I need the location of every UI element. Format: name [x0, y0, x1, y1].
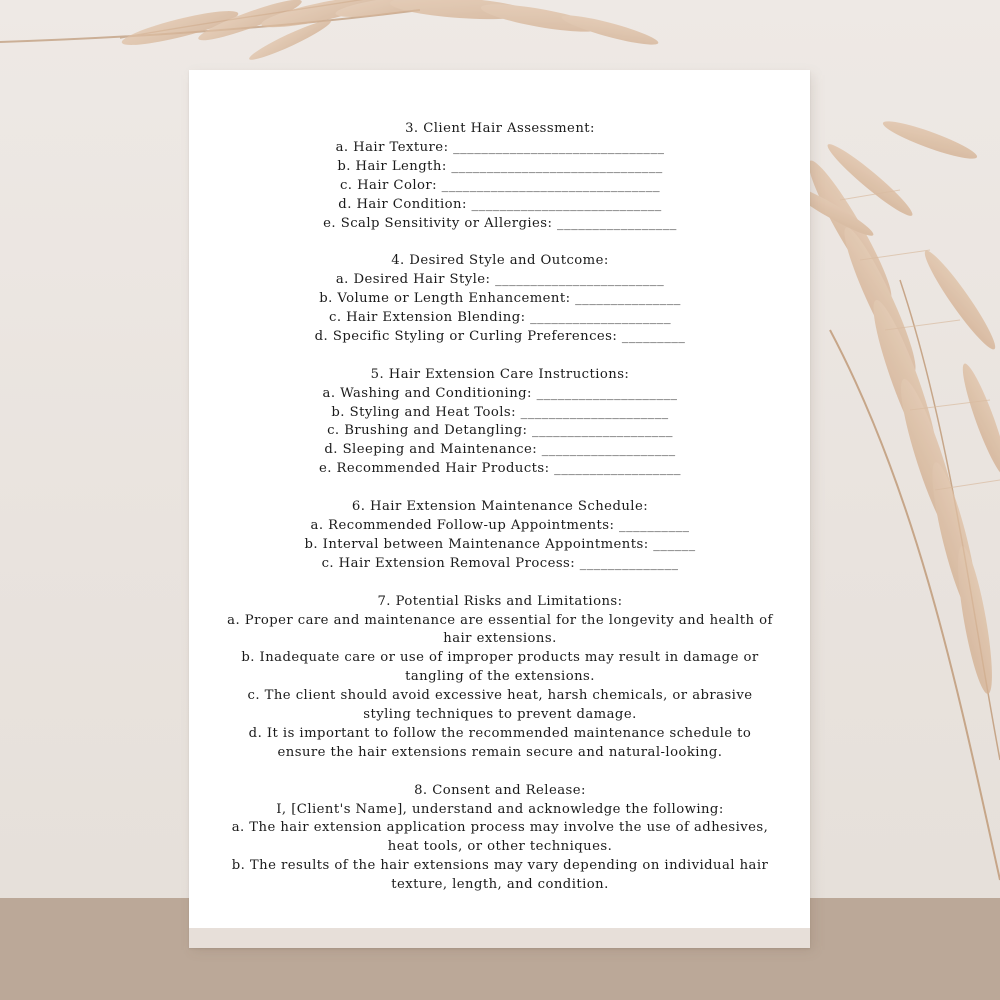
- section-heading: 3. Client Hair Assessment:: [405, 121, 595, 136]
- form-line: d. Hair Condition: ___________________________: [338, 196, 662, 212]
- form-line: c. Hair Extension Removal Process: ______________: [321, 555, 679, 571]
- section-heading: 5. Hair Extension Care Instructions:: [370, 366, 630, 382]
- section-heading: 4. Desired Style and Outcome:: [391, 253, 609, 269]
- form-line: b. Volume or Length Enhancement: _______________: [319, 291, 681, 307]
- form-line: e. Recommended Hair Products: __________________: [319, 461, 681, 477]
- form-line: b. Styling and Heat Tools: _____________________: [331, 404, 669, 420]
- paragraph-line: styling techniques to prevent damage.: [363, 707, 637, 723]
- form-line: c. Brushing and Detangling: ____________________: [327, 423, 673, 439]
- form-line: d. Sleeping and Maintenance: ___________________: [324, 442, 676, 458]
- paper-bottom-tint: [189, 928, 810, 948]
- top-pampas-sprig: [0, 0, 660, 64]
- document-text: [0, 120, 1000, 914]
- section-heading: 7. Potential Risks and Limitations:: [377, 593, 623, 609]
- form-line: c. Hair Extension Blending: ____________________: [328, 310, 672, 326]
- form-line: d. Specific Styling or Curling Preferences: _________: [314, 328, 686, 344]
- section-risks-limitations: [0, 593, 1000, 763]
- paragraph-line: heat tools, or other techniques.: [387, 839, 613, 855]
- form-line: a. Washing and Conditioning: ____________________: [322, 385, 678, 401]
- section-heading: 6. Hair Extension Maintenance Schedule:: [351, 499, 649, 515]
- paragraph-line: tangling of the extensions.: [405, 669, 595, 685]
- paragraph-line: a. The hair extension application process may involve the use of adhesives,: [231, 820, 769, 836]
- paragraph-line: ensure the hair extensions remain secure and natural-looking.: [277, 744, 723, 760]
- form-line: b. Interval between Maintenance Appointments: ______: [304, 536, 696, 552]
- paragraph-line: b. Inadequate care or use of improper products may result in damage or: [241, 650, 759, 666]
- section-client-hair-assessment: [0, 120, 1000, 233]
- form-line: a. Recommended Follow-up Appointments: __________: [310, 517, 690, 533]
- section-consent-release: [0, 782, 1000, 895]
- form-line: b. Hair Length: ______________________________: [337, 158, 663, 174]
- form-line: a. Desired Hair Style: ________________________: [335, 272, 665, 288]
- paragraph-line: a. Proper care and maintenance are essential for the longevity and health of: [227, 612, 773, 628]
- form-line: c. Hair Color: _______________________________: [339, 177, 661, 193]
- form-line: e. Scalp Sensitivity or Allergies: _________________: [323, 215, 677, 231]
- paragraph-line: c. The client should avoid excessive heat, harsh chemicals, or abrasive: [247, 688, 753, 704]
- section-care-instructions: [0, 366, 1000, 479]
- section-desired-style: [0, 252, 1000, 347]
- section-maintenance-schedule: [0, 498, 1000, 574]
- paragraph-line: hair extensions.: [443, 631, 557, 647]
- paragraph-line: b. The results of the hair extensions may vary depending on individual hair: [231, 858, 769, 874]
- paragraph-line: I, [Client's Name], understand and acknowledge the following:: [276, 801, 724, 817]
- form-line: a. Hair Texture: ______________________________: [335, 139, 665, 155]
- section-heading: 8. Consent and Release:: [414, 782, 586, 798]
- paragraph-line: texture, length, and condition.: [391, 877, 609, 893]
- paragraph-line: d. It is important to follow the recommended maintenance schedule to: [248, 725, 752, 741]
